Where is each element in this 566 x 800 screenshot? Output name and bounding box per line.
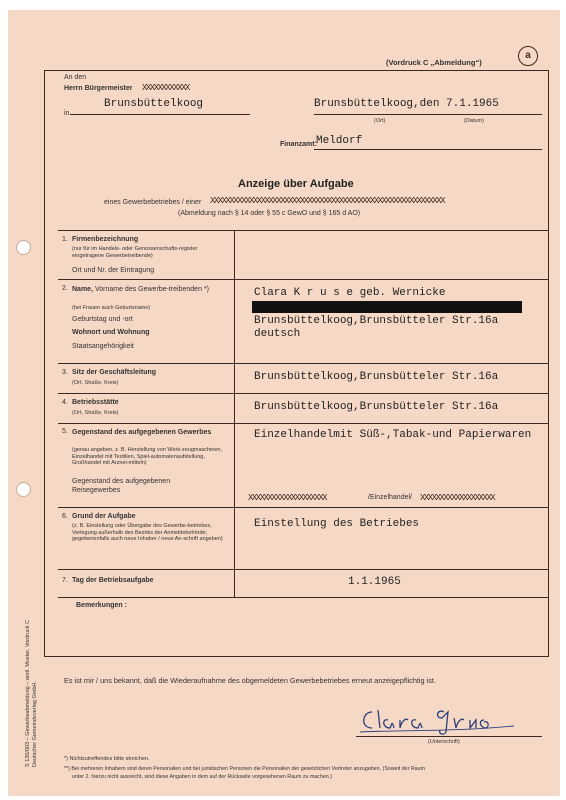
row-subtitle: (Ort, Straße, Kreis) [72,410,119,416]
row-number: 1. [62,236,68,243]
row-title: Betriebsstätte [72,399,119,406]
place-date-value: Brunsbüttelkoog,den 7.1.1965 [314,98,499,110]
in-label: in [64,110,70,117]
in-rule [70,114,250,115]
value-tag: 1.1.1965 [348,576,401,588]
value-betrieb: Brunsbüttelkoog,Brunsbütteler Str.16a [254,401,499,413]
form-title: (Vordruck C „Abmeldung“) [386,58,482,67]
form-page [8,10,560,796]
bemerkungen-label: Bemerkungen : [76,602,127,609]
table-row [58,423,548,508]
badge-letter: a [525,50,531,61]
finanzamt-label: Finanzamt: [280,141,317,148]
value-staat: deutsch [254,328,301,340]
value-name: Clara K r u s e geb. Wernicke [254,287,446,299]
signature-rule [356,736,542,737]
finanzamt-rule [314,149,542,150]
frame-right [548,70,549,656]
side-imprint-text: S 130/003 – Gewerbeabmeldung – amtl. Muster, Vordruck C Deutscher Gemeindeverlag GmbH. [25,619,38,767]
row-extra: Gegenstand des aufgegebenen Reisegewerbes [72,478,171,494]
row-line-wohnort: Wohnort und Wohnung [72,329,150,336]
an-den-label: An den [64,74,87,81]
signature [358,702,518,738]
finanzamt-value: Meldorf [316,135,363,147]
row-line-geburtstag: Geburtstag und -ort [72,316,133,323]
heading-struck-text: XXXXXXXXXXXXXXXXXXXXXXXXXXXXXXXXXXXXXXXXXXXXXXXXXXXXXXXXXXXX [210,196,445,206]
row-line-staat: Staatsangehörigkeit [72,343,134,350]
value-wohnort: Brunsbüttelkoog,Brunsbütteler Str.16a [254,315,499,327]
footnote-3: unter 2. hierzu nicht ausreicht, sind diese Angaben in dem auf der Rückseite vorgesehenen Raum zu machen.) [72,774,332,780]
row-subtitle: (nur für im Handels- oder Genossenschafts-register eingetragene Gewerbetreibende) [72,246,198,259]
frame-bottom [44,656,549,657]
row-title: Name, [72,286,94,293]
value-grund: Einstellung des Betriebes [254,518,420,530]
punch-hole-top [16,240,31,255]
heading-line2: (Abmeldung nach § 14 oder § 55 c GewO und § 165 d AO) [178,210,361,217]
unterschrift-label: (Unterschrift) [428,739,460,745]
value-sitz: Brunsbüttelkoog,Brunsbütteler Str.16a [254,371,499,383]
main-heading: Anzeige über Aufgabe [238,178,354,190]
row-title: Grund der Aufgabe [72,513,136,520]
in-value: Brunsbüttelkoog [104,98,204,110]
row-number: 6. [62,513,68,520]
row-number: 4. [62,399,68,406]
table-row [58,393,548,424]
row-title: Tag der Betriebsaufgabe [72,577,154,584]
statement-text: Es ist mir / uns bekannt, daß die Wiederaufnahme des obgemeldeten Gewerbebetriebes erneut anzeigepflichtig ist. [64,676,436,685]
struck-text: XXXXXXXXXXXX [142,83,189,93]
art-middle: /Einzelhandel/ [368,494,412,501]
row-subtitle: (bei Frauen auch Geburtsname) [72,305,151,311]
row-title-wrap [72,285,212,294]
row-subtitle: (z. B. Einstellung oder Übergabe des Gewerbe-betriebes, Verlegung außerhalb des Bezirks der Anmeldebehörde; gegebenenfalls auch neue Inhaber / neue An-schrift angeben) [72,523,223,542]
footnote-1: *) Nichtzutreffendes bitte streichen. [64,756,150,762]
row-title: Gegenstand des aufgegebenen Gewerbes [72,429,212,436]
struck-option-right: XXXXXXXXXXXXXXXXXXX [420,493,495,503]
redaction-bar [252,301,522,313]
struck-option-left: XXXXXXXXXXXXXXXXXXXX [248,493,327,503]
row-extra: Ort und Nr. der Eintragung [72,267,155,274]
row-number: 2. [62,285,68,292]
row-title-rest: Vorname des Gewerbe-treibenden *) [93,286,209,293]
footnote-2: **) Bei mehreren Inhabern sind deren Personalien und bei juristischen Personen die Personalien der gesetzlichen Vertreter anzugeben. (Soweit der Raum [64,766,425,772]
row-number: 5. [62,428,68,435]
table-row [58,569,548,598]
datum-label: (Datum) [464,118,484,124]
table-row [58,231,548,280]
row-number: 7. [62,577,68,584]
row-title: Firmenbezeichnung [72,236,139,243]
form-badge [518,46,538,66]
ort-label: (Ort) [374,118,386,124]
place-date-rule [314,114,542,115]
row-subtitle: (genau angeben, z. B. Herstellung von Werk-zeugmaschinen, Einzelhandel mit Textilien, Spiel-automatenaufstellung, Großhandel mit Arznei-mitteln) [72,447,223,466]
table-row [58,279,548,364]
herrn-label: Herrn Bürgermeister [64,85,133,92]
table-row [58,363,548,394]
value-gegenstand: Einzelhandelmit Süß-,Tabak-und Papierwaren [254,429,532,441]
row-title: Sitz der Geschäftsleitung [72,369,157,376]
row-number: 3. [62,369,68,376]
row-subtitle: (Ort, Straße, Kreis) [72,380,119,386]
entry-table [58,230,548,597]
side-imprint [25,607,39,767]
heading-line1: eines Gewerbebetriebes / einer [104,199,202,206]
table-row [58,507,548,570]
punch-hole-bottom [16,482,31,497]
